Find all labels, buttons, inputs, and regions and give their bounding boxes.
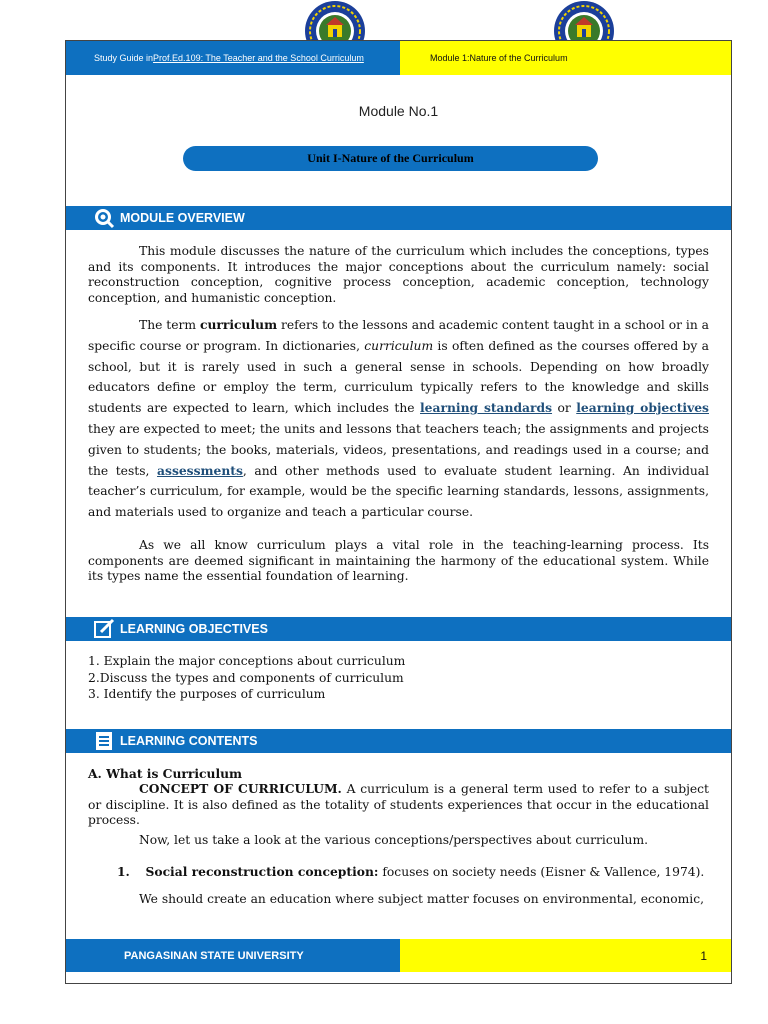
- section-title-contents: LEARNING CONTENTS: [120, 734, 258, 748]
- conceptions-intro: Now, let us take a look at the various conceptions/perspectives about curriculum.: [139, 833, 649, 847]
- objective-item: 1. Explain the major conceptions about curriculum: [88, 654, 406, 668]
- header-prefix: Study Guide in: [94, 53, 154, 63]
- section-title-objectives: LEARNING OBJECTIVES: [120, 622, 268, 636]
- conception-item-1: 1. Social reconstruction conception: focuses on society needs (Eisner & Vallence, 1974).: [117, 864, 705, 879]
- section-band-overview: [66, 206, 731, 230]
- conception-item-1-continued: We should create an education where subject matter focuses on environmental, economic,: [139, 892, 705, 906]
- section-band-objectives: [66, 617, 731, 641]
- assessments-link[interactable]: assessments: [157, 462, 243, 478]
- overview-paragraph-2: The term curriculum refers to the lessons and academic content taught in a school or in a specific course or program. In dictionaries, curriculum is often defined as the courses offered by a school, but it is rarely used in such a general sense in schools. Depending on how broadly educators define or employ the term, curriculum typically refers to the knowledge and skills students are expected to learn, which includes the learning standards or learning objectives they are expected to meet; the units and lessons that teachers teach; the assignments and projects given to students; the books, materials, videos, presentations, and readings used in a course; and the tests, assessments, and other methods used to evaluate student learning. An individual teacher’s curriculum, for example, would be the specific learning standards, lessons, assignments, and materials used to organize and teach a particular course.: [88, 317, 710, 520]
- section-band-contents: [66, 729, 731, 753]
- section-title-overview: MODULE OVERVIEW: [120, 211, 245, 225]
- objective-item: 3. Identify the purposes of curriculum: [88, 687, 326, 701]
- page-header: [66, 41, 731, 75]
- contents-heading: A. What is Curriculum: [88, 766, 243, 781]
- document-icon: [92, 729, 116, 753]
- document-page: [65, 40, 732, 984]
- unit-title: Unit I-Nature of the Curriculum: [183, 146, 598, 171]
- learning-standards-link[interactable]: learning standards: [420, 400, 553, 416]
- overview-paragraph-3: As we all know curriculum plays a vital role in the teaching-learning process. Its components are deemed significant in maintaining the harmony of the educational system. While its types name the essential foundation of learning.: [88, 538, 709, 583]
- page-footer: [66, 939, 731, 972]
- header-study-guide: [66, 41, 400, 75]
- header-module: Module 1:Nature of the Curriculum: [400, 41, 731, 75]
- module-number: Module No.1: [358, 103, 439, 119]
- footer-university: PANGASINAN STATE UNIVERSITY: [66, 939, 400, 972]
- footer-page-number: 1: [400, 939, 731, 972]
- learning-objectives-link[interactable]: learning objectives: [576, 400, 709, 416]
- header-course-link[interactable]: Prof.Ed.109: The Teacher and the School Curriculum: [153, 53, 364, 63]
- overview-paragraph-1: This module discusses the nature of the curriculum which includes the conceptions, types and its components. It introduces the major conceptions about the curriculum namely: social reconstruction conception, cognitive process conception, academic conception, technology conception, and humanistic conception.: [88, 244, 709, 305]
- objective-item: 2.Discuss the types and components of curriculum: [88, 670, 404, 685]
- edit-icon: [92, 617, 116, 641]
- magnifier-icon: [92, 206, 116, 230]
- concept-paragraph: CONCEPT OF CURRICULUM. A curriculum is a general term used to refer to a subject or discipline. It is also defined as the totality of students experiences that occur in the educational process.: [88, 781, 709, 827]
- objectives-list: [88, 653, 709, 703]
